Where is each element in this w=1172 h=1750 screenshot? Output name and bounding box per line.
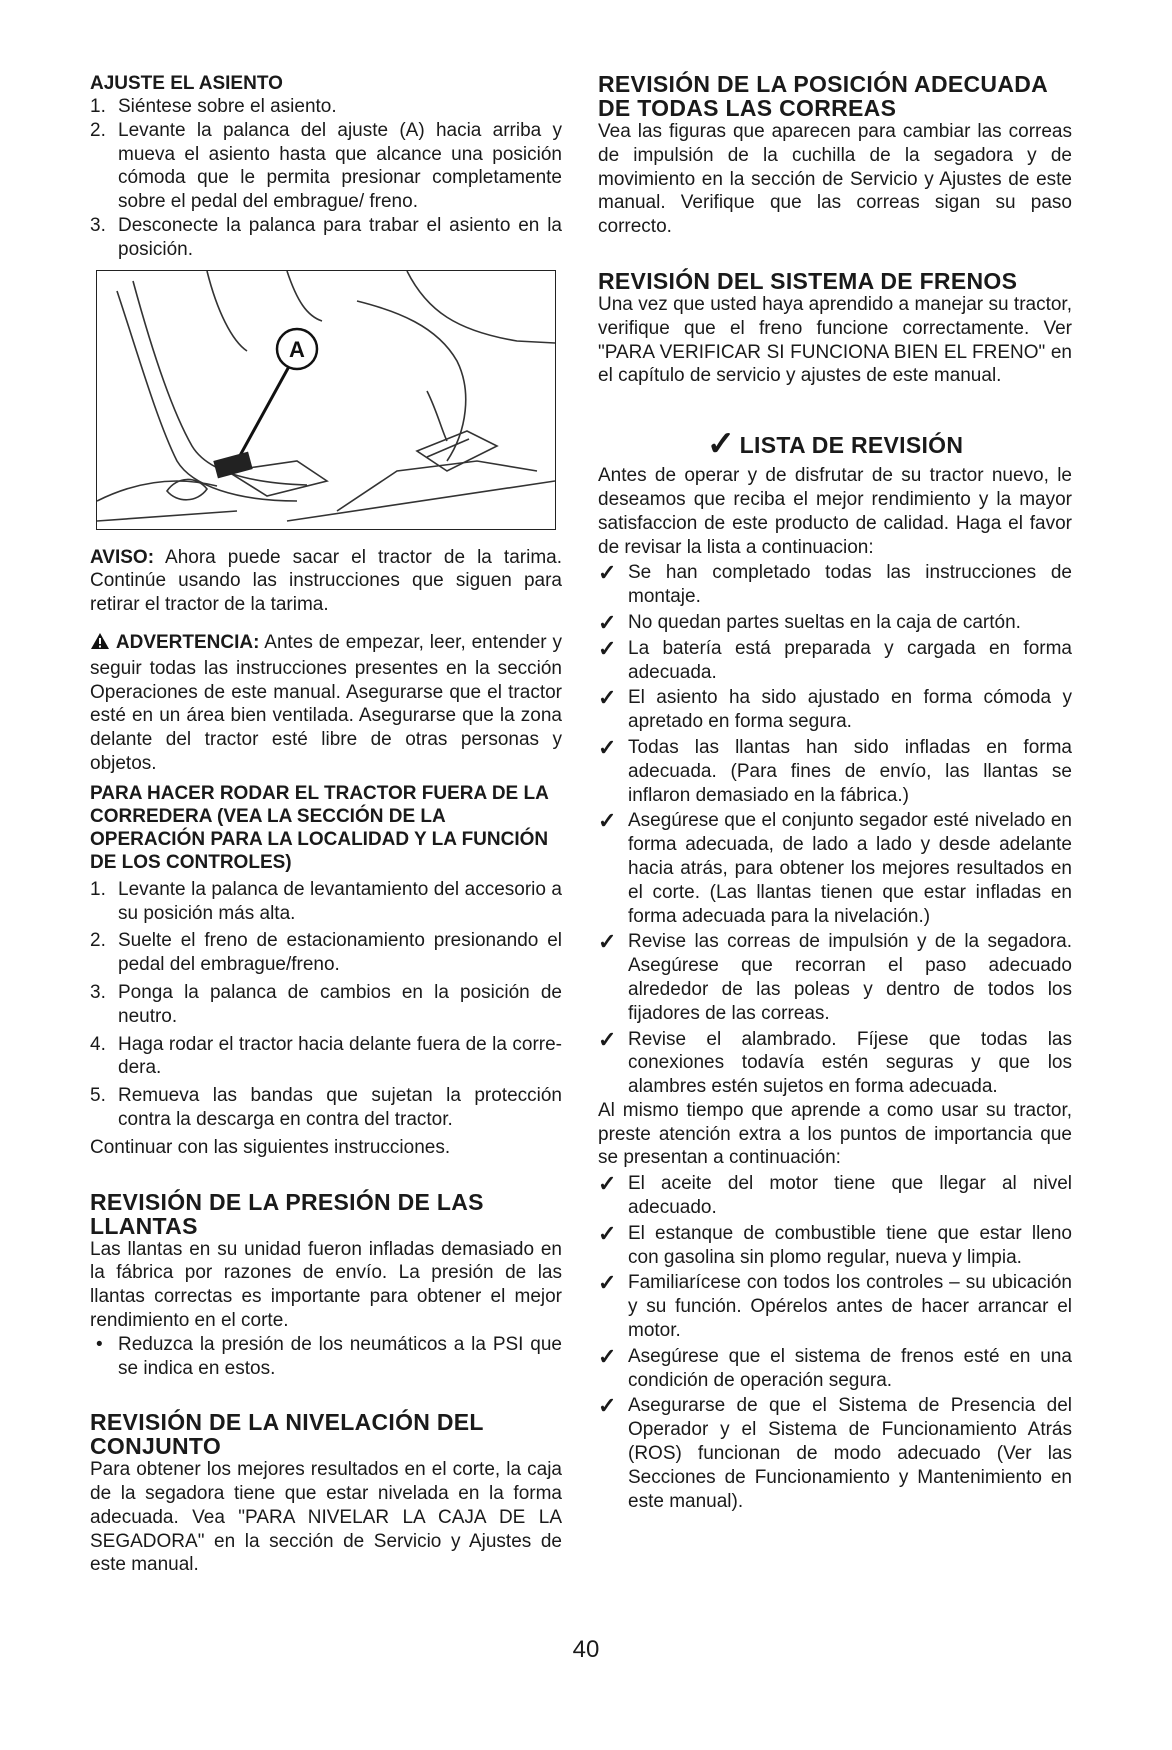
checklist-b [598, 1172, 1072, 1513]
checklist-heading-row [598, 424, 1072, 464]
seat-illustration [97, 271, 555, 529]
warning-paragraph: ADVERTENCIA: Antes de empezar, leer, entender y seguir todas las instrucciones presentes en la sección Operaciones de este manual. Asegurarse que el tractor esté en un área bien ventilada. Asegurarse que la zona delante del tractor esté libre de otras personas y objetos. [90, 631, 562, 774]
level-heading: REVISIÓN DE LA NIVELACIÓN DEL CONJUNTO [90, 1409, 484, 1460]
seat-steps [90, 95, 562, 262]
checkmark-icon: ✓ [598, 685, 617, 711]
checkmark-icon: ✓ [598, 1270, 617, 1296]
list-item: 2. Levante la palanca del ajuste (A) hacia arriba y mueva el asiento hasta que alcance una posición cómoda que le permita presionar completamente sobre el pedal del embrague/ freno. [90, 119, 562, 213]
roll-steps [90, 878, 562, 1132]
right-column [598, 72, 1072, 1513]
tire-heading: REVISIÓN DE LA PRESIÓN DE LAS LLANTAS [90, 1188, 484, 1239]
list-item: ✓ Asegurarse de que el Sistema de Presencia del Operador y el Sistema de Funcionamiento Atrás (ROS) funcionan de modo adecuado (Ver las Secciones de Funcionamiento y Mantenimiento en este manual). [598, 1393, 1072, 1512]
list-item: 2. Suelte el freno de estacionamiento presionando el pedal del embrague/freno. [90, 930, 562, 976]
continue-text: Continuar con las siguientes instrucciones. [90, 1136, 451, 1158]
belts-paragraph: Vea las figuras que aparecen para cambiar las correas de impulsión de la cuchilla de la segadora y de movimiento en la sección de Servicio y Ajustes de este manual. Verifique que las correas sigan su paso correcto. [598, 121, 1072, 238]
checkmark-icon: ✓ [598, 1171, 617, 1197]
list-item: ✓ Asegúrese que el sistema de frenos esté en una condición de operación segura. [598, 1343, 1072, 1391]
checkmark-icon: ✓ [598, 929, 617, 955]
checkmark-icon: ✓ [598, 734, 617, 760]
list-item: ✓ Revise las correas de impulsión y de la segadora. Asegúrese que recorran el paso adecuado alrededor de las poleas y dentro de todos los fijadores de las correas. [598, 929, 1072, 1024]
list-item: 4. Haga rodar el tractor hacia delante fuera de la corre-dera. [90, 1033, 562, 1079]
list-item: 3. Desconecte la palanca para trabar el asiento en la posición. [90, 214, 562, 260]
list-item: 5. Remueva las bandas que sujetan la protección contra la descarga en contra del tractor. [90, 1085, 562, 1130]
checkmark-icon: ✓ [598, 1220, 617, 1246]
list-item: 1. Siéntese sobre el asiento. [90, 96, 337, 117]
checkmark-icon: ✓ [598, 560, 617, 586]
list-item: ✓ Asegúrese que el conjunto segador esté nivelado en forma adecuada, de lado a lado y desde adelante hacia atrás, para obtener los mejores resultados en el corte. (Las llantas tienen que estar infladas en forma adecuada para la nivelación.) [598, 808, 1072, 927]
roll-heading: PARA HACER RODAR EL TRACTOR FUERA DE LA CORREDERA (VEA LA SECCIÓN DE LA OPERACIÓN PARA LA LOCALIDAD Y LA FUNCIÓN DE LOS CONTROLES) [90, 782, 549, 873]
checklist-mid: Al mismo tiempo que aprende a como usar su tractor, preste atención extra a los puntos de importancia que se presentan a continuación: [598, 1099, 1072, 1169]
page-number: 40 [572, 1636, 600, 1663]
checkmark-icon: ✓ [598, 1026, 617, 1052]
checkmark-icon: ✓ [598, 635, 617, 661]
checkmark-icon: ✓ [598, 1393, 617, 1419]
callout-label: A [289, 336, 305, 362]
checklist-heading: LISTA DE REVISIÓN [739, 432, 964, 459]
left-column [90, 72, 562, 1577]
checklist-a [598, 561, 1072, 1099]
brakes-paragraph: Una vez que usted haya aprendido a manejar su tractor, verifique que el freno funcione correctamente. Ver "PARA VERIFICAR SI FUNCIONA BIEN EL FRENO" en el capítulo de servicio y ajustes de este manual. [598, 293, 1072, 387]
list-item: 3. Ponga la palanca de cambios en la posición de neutro. [90, 981, 562, 1027]
list-item: ✓ Revise el alambrado. Fíjese que todas las conexiones todavía estén seguras y que los alambres estén sujetos en forma adecuada. [598, 1026, 1072, 1098]
list-item: ✓ La batería está preparada y cargada en forma adecuada. [598, 635, 1072, 683]
list-item: 1. Levante la palanca de levantamiento del accesorio a su posición más alta. [90, 878, 562, 924]
seat-heading: AJUSTE EL ASIENTO [90, 73, 283, 94]
brakes-heading: REVISIÓN DEL SISTEMA DE FRENOS [598, 267, 1018, 294]
checklist-intro: Antes de operar y de disfrutar de su tractor nuevo, le deseamos que reciba el mejor rendimiento y la mayor satisfaccion de este producto de calidad. Haga el favor de revisar la lista a continuacion: [598, 465, 1072, 558]
warning-label: ADVERTENCIA: [115, 631, 260, 653]
warning-triangle-icon [90, 632, 110, 657]
list-item: ✓ Todas las llantas han sido infladas en forma adecuada. (Para fines de envío, las llantas se inflaron demasiado en la fábrica.) [598, 734, 1072, 806]
list-item: ✓ El aceite del motor tiene que llegar al nivel adecuado. [598, 1171, 1072, 1219]
belts-heading: REVISIÓN DE LA POSICIÓN ADECUADA DE TODAS LAS CORREAS [598, 71, 1048, 121]
checkmark-icon: ✓ [598, 808, 617, 834]
tire-paragraph: Las llantas en su unidad fueron infladas demasiado en la fábrica por razones de envío. La presión de las llantas correctas es importante para obtener el mejor rendimiento en el corte. [90, 1238, 562, 1331]
tire-bullet: • Reduzca la presión de los neumáticos a la PSI que se indica en estos. [96, 1333, 562, 1379]
checkmark-icon: ✓ [706, 425, 736, 464]
list-item: ✓ No quedan partes sueltas en la caja de cartón. [598, 609, 1021, 635]
seat-adjust-figure [96, 270, 556, 530]
aviso-label: AVISO: [90, 546, 155, 568]
checkmark-icon: ✓ [598, 609, 617, 635]
checkmark-icon: ✓ [598, 1343, 617, 1369]
list-item: ✓ El asiento ha sido ajustado en forma cómoda y apretado en forma segura. [598, 685, 1072, 733]
list-item: ✓ Familiarícese con todos los controles – su ubicación y su función. Opérelos antes de hacer arrancar el motor. [598, 1270, 1072, 1342]
aviso-paragraph: AVISO: Ahora puede sacar el tractor de la tarima. Continúe usando las instrucciones que siguen para retirar el tractor de la tarima. [90, 546, 562, 616]
level-paragraph: Para obtener los mejores resultados en el corte, la caja de la segadora tiene que estar nivelada en la forma adecuada. Vea "PARA NIVELAR LA CAJA DE LA SEGADORA" en la sección de Servicio y Ajustes de este manual. [90, 1459, 562, 1576]
list-item: ✓ El estanque de combustible tiene que estar lleno con gasolina sin plomo regular, nueva y limpia. [598, 1220, 1072, 1268]
list-item: ✓ Se han completado todas las instrucciones de montaje. [598, 560, 1072, 608]
